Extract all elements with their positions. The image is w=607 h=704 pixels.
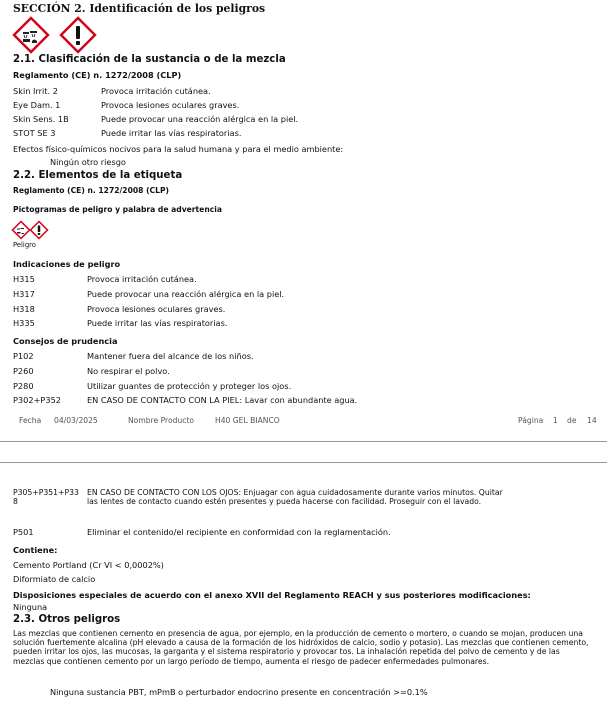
precaution-heading: Consejos de prudencia	[13, 336, 118, 346]
footer-date-label: Fecha	[19, 416, 42, 425]
precaution-code: P302+P352	[13, 395, 61, 405]
section-2-2-heading: 2.2. Elementos de la etiqueta	[13, 170, 183, 181]
physchem-label: Efectos físico-químicos nocivos para la salud humana y para el medio ambiente:	[13, 144, 344, 154]
ghs07-exclamation-icon	[60, 17, 96, 53]
precaution-code: P501	[13, 527, 34, 537]
footer-page-total: 14	[587, 416, 597, 425]
classification-text: Provoca irritación cutánea.	[101, 86, 211, 96]
reach-value: Ninguna	[13, 602, 48, 612]
section-2-3-heading: 2.3. Otros peligros	[13, 614, 121, 625]
classification-code: Eye Dam. 1	[13, 100, 61, 110]
hazard-code: H335	[13, 318, 35, 328]
precaution-code: P260	[13, 366, 34, 376]
precaution-text: EN CASO DE CONTACTO CON LA PIEL: Lavar con abundante agua.	[87, 395, 358, 405]
classification-code: STOT SE 3	[13, 128, 56, 138]
page-break-line	[0, 441, 607, 442]
contains-heading: Contiene:	[13, 545, 58, 555]
hazard-heading: Indicaciones de peligro	[13, 259, 121, 269]
precaution-text: Utilizar guantes de protección y proteger los ojos.	[87, 381, 292, 391]
footer-date: 04/03/2025	[54, 416, 98, 425]
physchem-value: Ningún otro riesgo	[50, 157, 126, 167]
footer-product-label: Nombre Producto	[128, 416, 195, 425]
ghs05-corrosion-icon	[12, 221, 30, 239]
ghs07-exclamation-icon	[30, 221, 48, 239]
regulation-label: Reglamento (CE) n. 1272/2008 (CLP)	[13, 70, 182, 80]
hazard-text: Provoca irritación cutánea.	[87, 274, 197, 284]
classification-code: Skin Sens. 1B	[13, 114, 69, 124]
precaution-text: Mantener fuera del alcance de los niños.	[87, 351, 254, 361]
section-2-1-heading: 2.1. Clasificación de la sustancia o de la mezcla	[13, 54, 286, 65]
signal-word: Peligro	[13, 241, 36, 249]
precaution-text: Eliminar el contenido/el recipiente en conformidad con la reglamentación.	[87, 527, 391, 537]
hazard-text: Provoca lesiones oculares graves.	[87, 304, 226, 314]
page-break-line	[0, 462, 607, 463]
section-title: SECCIÓN 2. Identificación de los peligros	[13, 2, 266, 15]
pbt-statement: Ninguna sustancia PBT, mPmB o perturbador endocrino presente en concentración >=0.1%	[50, 687, 428, 697]
regulation-label: Reglamento (CE) n. 1272/2008 (CLP)	[13, 186, 170, 195]
precaution-text: EN CASO DE CONTACTO CON LOS OJOS: Enjuagar con agua cuidadosamente durante varios minutos. Quitar las lentes de contacto cuando estén presentes y pueda hacerse con facilidad. Proseguir con el lavado.	[87, 488, 503, 507]
contains-item: Cemento Portland (Cr VI < 0,0002%)	[13, 560, 164, 570]
classification-text: Puede provocar una reacción alérgica en la piel.	[101, 114, 299, 124]
classification-text: Puede irritar las vías respiratorias.	[101, 128, 242, 138]
classification-code: Skin Irrit. 2	[13, 86, 58, 96]
footer-of-label: de	[567, 416, 577, 425]
footer-page-number: 1	[553, 416, 558, 425]
contains-item: Diformiato de calcio	[13, 574, 96, 584]
precaution-code: P280	[13, 381, 34, 391]
precaution-text: No respirar el polvo.	[87, 366, 170, 376]
precaution-code: P102	[13, 351, 34, 361]
precaution-code: P305+P351+P33 8	[13, 488, 79, 507]
ghs05-corrosion-icon	[13, 17, 49, 53]
hazard-code: H315	[13, 274, 35, 284]
hazard-code: H318	[13, 304, 35, 314]
hazard-text: Puede irritar las vías respiratorias.	[87, 318, 228, 328]
other-hazards-paragraph: Las mezclas que contienen cemento en presencia de agua, por ejemplo, en la producción de cemento o mortero, o cuando se mojan, producen una solución fuertemente alcalina (pH elevado a causa de la formación de los hidróxidos de calcio, sodio y potasio). Las mezclas que contienen cemento, pueden irritar los ojos, las mucosas, la garganta y el sistema respiratorio y provocar tos. La inhalación repetida del polvo de cemento y de las mezclas que contienen cemento por un largo período de tiempo, aumenta el riesgo de padecer enfermedades pulmonares.	[13, 629, 589, 666]
reach-heading: Disposiciones especiales de acuerdo con el anexo XVII del Reglamento REACH y sus posteriores modificaciones:	[13, 590, 531, 600]
pictograms-heading: Pictogramas de peligro y palabra de advertencia	[13, 205, 222, 214]
classification-text: Provoca lesiones oculares graves.	[101, 100, 240, 110]
footer-page-label: Página	[518, 416, 544, 425]
footer-product: H40 GEL BIANCO	[215, 416, 280, 425]
hazard-text: Puede provocar una reacción alérgica en la piel.	[87, 289, 285, 299]
hazard-code: H317	[13, 289, 35, 299]
